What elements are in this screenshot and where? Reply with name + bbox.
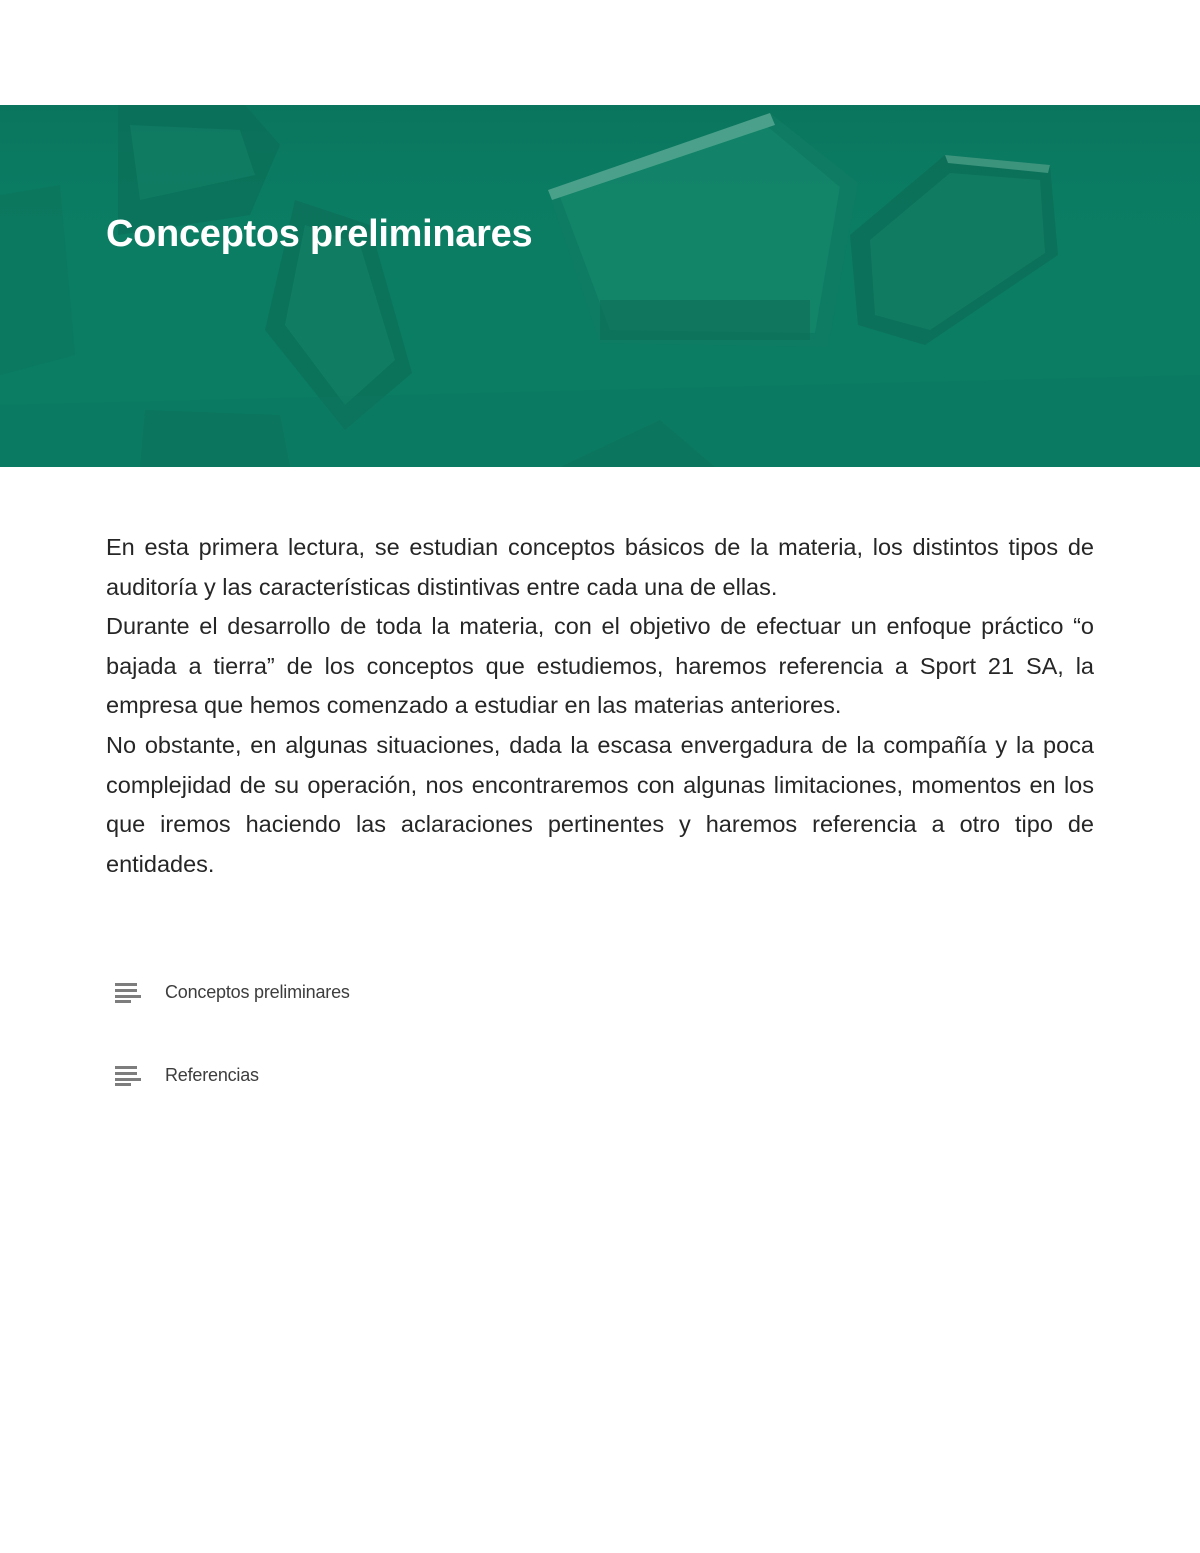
toc-item-label: Conceptos preliminares [165,981,350,1002]
text-lines-icon [112,1064,142,1086]
paragraph: Durante el desarrollo de toda la materia, con el objetivo de efectuar un enfoque práctico “o bajada a tierra” de los conceptos que estudiemos, haremos referencia a Sport 21 SA, la empresa que hemos comenzado a estudiar en las materias anteriores. [106,613,1094,719]
intro-text [106,528,1094,884]
hero-banner [0,105,1200,467]
paragraph: En esta primera lectura, se estudian conceptos básicos de la materia, los distintos tipos de auditoría y las características distintivas entre cada una de ellas. [106,534,1094,600]
table-of-contents [112,972,712,1138]
toc-item-label: Referencias [165,1064,259,1085]
toc-item-referencias[interactable] [112,1055,712,1095]
hero-background-image [0,105,1200,467]
page-title: Conceptos preliminares [106,213,533,255]
paragraph: No obstante, en algunas situaciones, dada la escasa envergadura de la compañía y la poca complejidad de su operación, nos encontraremos con algunas limitaciones, momentos en los que iremos haciendo las aclaraciones pertinentes y haremos referencia a otro tipo de entidades. [106,731,1094,877]
text-lines-icon [112,981,142,1003]
toc-item-conceptos-preliminares[interactable] [112,972,712,1012]
